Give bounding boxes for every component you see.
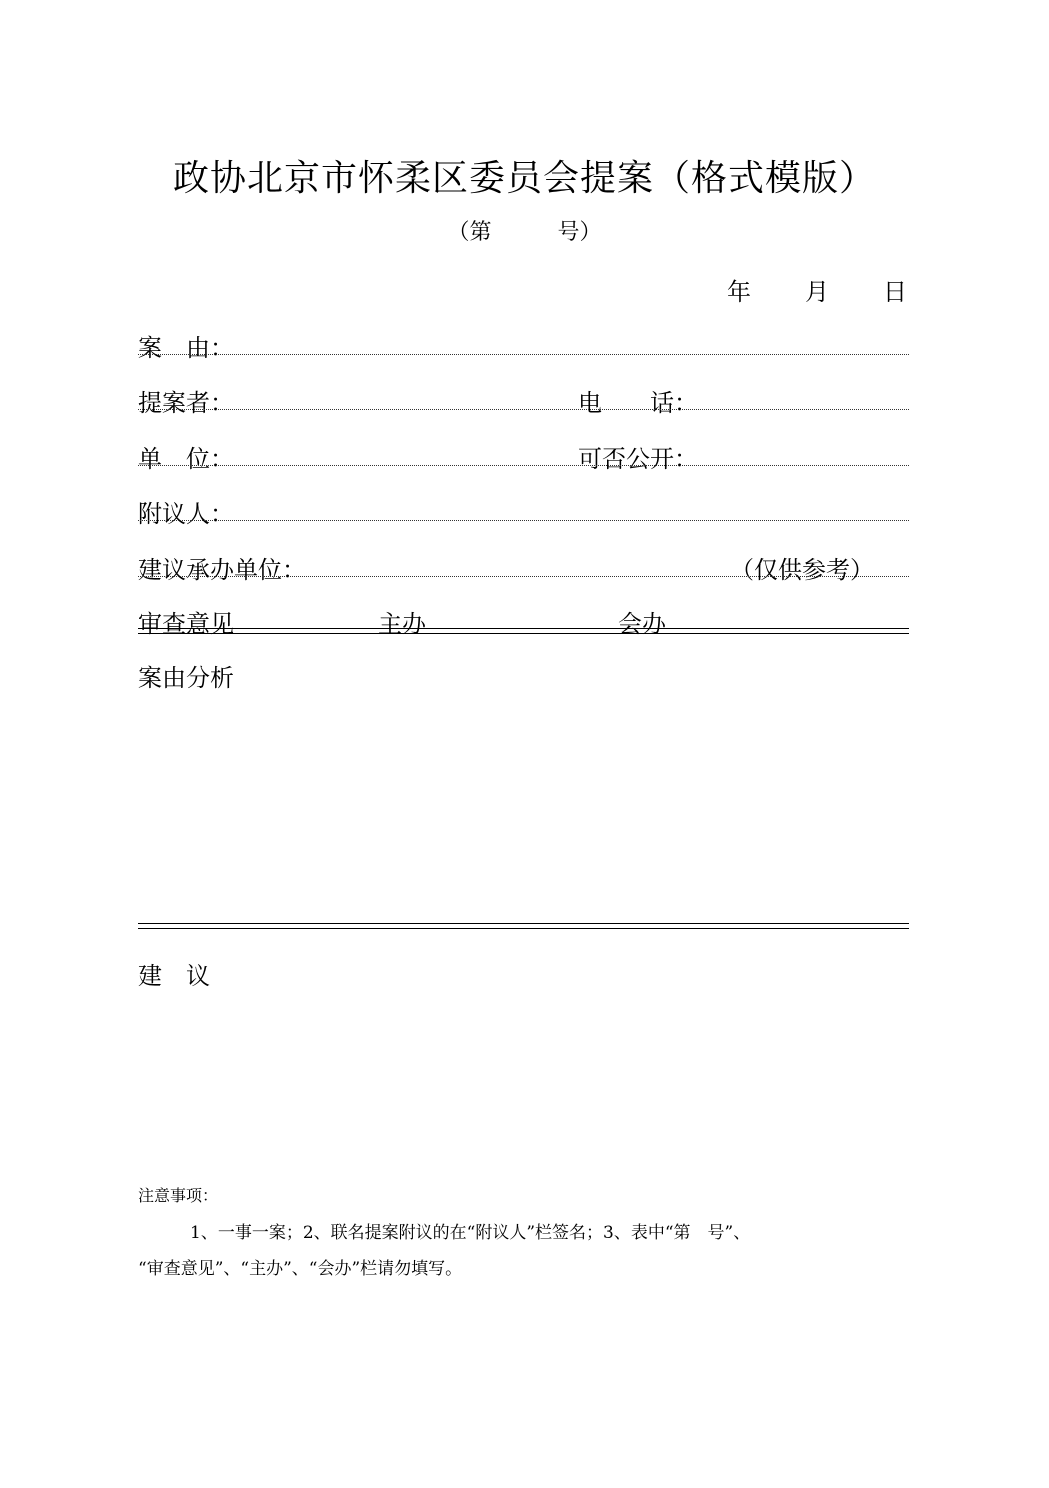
- assist-label: 会办: [618, 610, 666, 638]
- review-divider: [138, 628, 909, 634]
- review-label: 审查意见: [138, 610, 234, 638]
- page-title: 政协北京市怀柔区委员会提案（格式模版）: [172, 158, 876, 199]
- date-year: 年: [727, 278, 751, 306]
- cosigner-label: 附议人：: [138, 500, 234, 528]
- cosigner-field-line[interactable]: [138, 520, 909, 521]
- subject-field-line[interactable]: [138, 354, 909, 355]
- unit-public-field-line[interactable]: [138, 465, 909, 466]
- analysis-divider: [138, 923, 909, 929]
- proposer-phone-field-line[interactable]: [138, 409, 909, 410]
- date-day: 日: [883, 278, 907, 306]
- notes-title: 注意事项：: [138, 1186, 219, 1205]
- suggestion-area[interactable]: [138, 990, 909, 1170]
- handling-unit-field-line[interactable]: [138, 576, 909, 577]
- analysis-label: 案由分析: [138, 664, 234, 692]
- proposer-label: 提案者：: [138, 389, 234, 417]
- reference-note: （仅供参考）: [730, 556, 874, 584]
- date-line: [727, 272, 907, 307]
- lead-label: 主办: [378, 610, 426, 638]
- suggestion-label: 建 议: [138, 962, 210, 990]
- notes-line-2: “审查意见”、“主办”、“会办”栏请勿填写。: [138, 1259, 463, 1279]
- date-month: 月: [805, 278, 829, 306]
- handling-unit-label: 建议承办单位：: [138, 556, 306, 584]
- subject-label: 案 由：: [138, 334, 234, 362]
- unit-label: 单 位：: [138, 445, 234, 473]
- analysis-area[interactable]: [138, 692, 909, 918]
- public-label: 可否公开：: [578, 445, 698, 473]
- proposal-number: （第 号）: [447, 220, 602, 245]
- notes-line-1: 1、一事一案；2、联名提案附议的在“附议人”栏签名；3、表中“第 号”、: [190, 1223, 751, 1243]
- phone-label: 电 话：: [578, 389, 698, 417]
